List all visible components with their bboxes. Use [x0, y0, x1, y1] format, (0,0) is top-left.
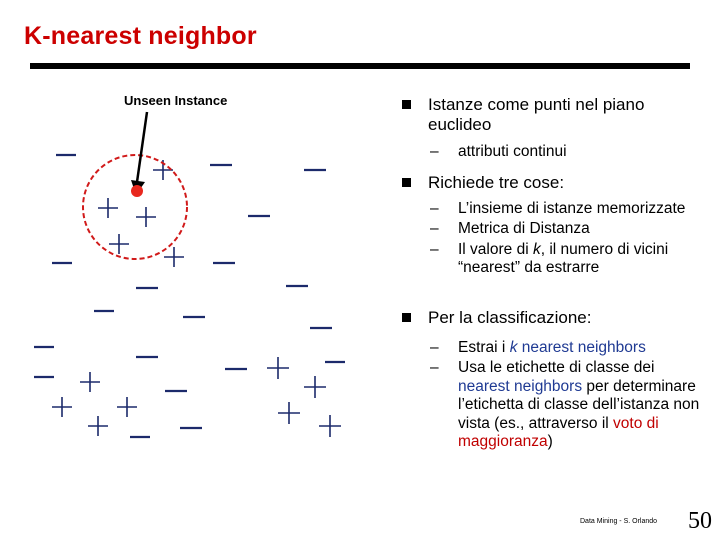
knn-illustration [0, 80, 380, 450]
sub-bullet-3-1 [400, 339, 700, 358]
title-rule [30, 63, 690, 69]
sub-bullet-3-1-pre: Estrai i [458, 338, 510, 356]
sub-bullet-3-2 [400, 359, 700, 452]
sub-bullet-2-3-post: , il numero di vicini “nearest” da estrarre [458, 240, 669, 276]
sub-bullet-1-1-text: attributi continui [458, 143, 567, 160]
bullet-2 [400, 173, 700, 193]
sub-bullet-3-1-post: nearest neighbors [517, 338, 646, 356]
sub-bullet-2-2-text: Metrica di Distanza [458, 220, 590, 237]
footer-credit: Data Mining - S. Orlando [580, 518, 658, 525]
bullet-square-icon [402, 313, 411, 322]
bullet-list [400, 95, 700, 452]
pointer-arrow [137, 112, 147, 182]
sub-bullet-3-2-p2: nearest neighbors [458, 377, 583, 395]
sub-bullet-3-1-k: k [509, 338, 518, 356]
sub-bullet-3-2-p1: Usa le etichette di classe dei [458, 359, 655, 376]
sub-bullet-2-2 [400, 220, 700, 239]
sub-bullet-2-1 [400, 200, 700, 219]
bullet-1-text: Istanze come punti nel piano euclideo [428, 95, 645, 134]
page-number: 50 [688, 508, 712, 534]
dash-icon: – [430, 240, 439, 258]
bullet-3 [400, 308, 700, 328]
sub-bullet-2-3-k: k [532, 240, 541, 258]
sub-bullet-3-2-p4: voto di maggioranza [458, 414, 659, 450]
sub-bullet-2-1-text: L’insieme di istanze memorizzate [458, 199, 686, 217]
unseen-instance-point [131, 185, 143, 197]
sub-bullet-1-1 [400, 143, 700, 162]
bullet-3-text: Per la classificazione: [428, 307, 592, 327]
sub-bullet-3-2-p3: per determinare l’etichetta di classe dell’istanza non vista (es., attraverso il [458, 377, 700, 432]
bullet-2-text: Richiede tre cose: [428, 172, 565, 192]
dash-icon: – [430, 199, 439, 217]
bullet-1 [400, 95, 700, 135]
plus-points [52, 160, 341, 437]
slide-title: K-nearest neighbor [24, 22, 257, 50]
dash-icon: – [430, 359, 439, 376]
sub-bullet-2-3 [400, 241, 700, 278]
unseen-instance-label: Unseen Instance [124, 93, 228, 108]
bullet-square-icon [402, 100, 411, 109]
bullet-square-icon [402, 178, 411, 187]
dash-icon: – [430, 143, 439, 160]
sub-bullet-3-2-p5: ) [547, 433, 553, 450]
dash-icon: – [430, 338, 439, 356]
minus-points [34, 155, 345, 437]
sub-bullet-2-3-pre: Il valore di [458, 240, 533, 258]
dash-icon: – [430, 220, 439, 237]
